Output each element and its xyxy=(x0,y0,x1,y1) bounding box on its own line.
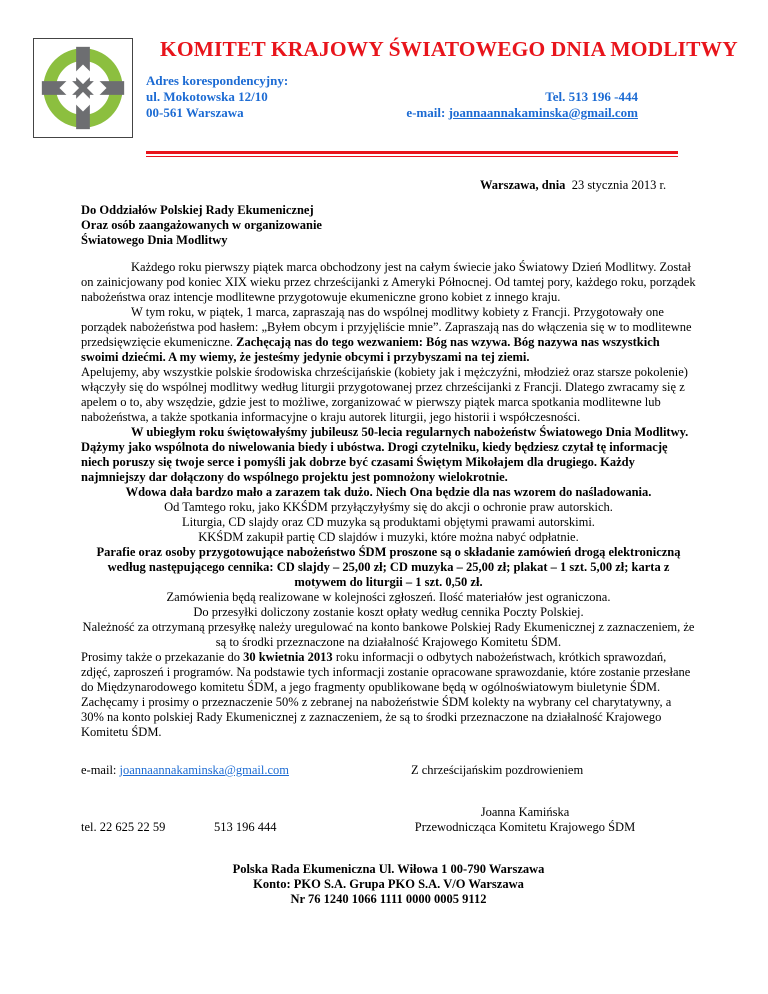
recipient-line: Światowego Dnia Modlitwy xyxy=(81,233,228,247)
header-contact xyxy=(406,89,638,121)
footer xyxy=(81,862,696,907)
paragraph: Liturgia, CD slajdy oraz CD muzyka są produktami objętymi prawami autorskimi. xyxy=(182,515,595,529)
paragraph: Prosimy także o przekazanie do 30 kwietnia 2013 roku informacji o odbytych nabożeństwach, krótkich sprawozdań, zdjęć, zaproszeń i programów. Na podstawie tych informacji zostanie opracowane sprawozdanie, które zostanie przesłane do Międzynarodowego komitetu ŚDM, a jego fragmenty opublikowane będą w ogólnoświatowym biuletynie ŚDM. xyxy=(81,650,691,694)
page-title: KOMITET KRAJOWY ŚWIATOWEGO DNIA MODLITWY xyxy=(160,37,738,61)
signature-phone: tel. 22 625 22 59 xyxy=(81,820,166,834)
paragraph: Zachęcamy i prosimy o przeznaczenie 50% z zebranej na nabożeństwie ŚDM kolekty na wybrany cel charytatywny, a 30% na konto polskiej Rady Ekumenicznej z zaznaczeniem, że są to środki przeznaczone na działalność Krajowego Komitetu ŚDM. xyxy=(81,695,672,739)
signature-mobile: 513 196 444 xyxy=(214,820,277,834)
signature-email-link[interactable]: joannaannakaminska@gmail.com xyxy=(119,763,289,777)
footer-line: Polska Rada Ekumeniczna Ul. Wiłowa 1 00-790 Warszawa xyxy=(232,862,545,876)
header-divider xyxy=(146,151,678,154)
address-line: ul. Mokotowska 12/10 xyxy=(146,89,268,104)
recipient-line: Do Oddziałów Polskiej Rady Ekumenicznej xyxy=(81,203,314,217)
footer-line: Konto: PKO S.A. Grupa PKO S.A. V/O Warszawa xyxy=(253,877,524,891)
paragraph: Należność za otrzymaną przesyłkę należy uregulować na konto bankowe Polskiej Rady Ekumenicznej z zaznaczeniem, że są to środki przeznaczone na działalność Krajowego Komitetu ŚDM. xyxy=(82,620,695,649)
paragraph: W tym roku, w piątek, 1 marca, zapraszają nas do wspólnej modlitwy kobiety z Francji. Przygotowały one porządek nabożeństwa pod hasłem: „Byłem obcym i przyjęliście mnie”. Zapraszają nas do włączenia się w to modlitewne przedsięwzięcie ekumeniczne. Zachęcają nas do tego wezwaniem: Bóg nas wzywa. Bóg nazywa nas wszystkich swoimi dziećmi. A my wiemy, że jesteśmy jedynie obcymi i przybyszami na tej ziemi. xyxy=(81,305,692,364)
paragraph: Do przesyłki doliczony zostanie koszt opłaty według cennika Poczty Polskiej. xyxy=(193,605,584,619)
paragraph: Wdowa dała bardzo mało a zarazem tak dużo. Niech Ona będzie dla nas wzorem do naśladowania. xyxy=(125,485,652,499)
address-line: 00-561 Warszawa xyxy=(146,105,244,120)
paragraph: KKŚDM zakupił partię CD slajdów i muzyki, które można nabyć odpłatnie. xyxy=(198,530,579,544)
paragraph: Każdego roku pierwszy piątek marca obchodzony jest na całym świecie jako Światowy Dzień Modlitwy. Został on zainicjowany pod koniec XIX wieku przez chrześcijanki z Ameryki Północnej. Od tamtej pory, każdego roku, porządek nabożeństwa oraz intencje modlitewne przygotowuje ekumeniczne grono kobiet z innego kraju. xyxy=(81,260,696,304)
header-email-link[interactable]: joannaannakaminska@gmail.com xyxy=(448,105,638,120)
header-divider-thin xyxy=(146,156,678,157)
correspondence-address xyxy=(146,73,288,121)
paragraph: Zamówienia będą realizowane w kolejności zgłoszeń. Ilość materiałów jest ograniczona. xyxy=(166,590,611,604)
signer-block xyxy=(411,805,639,835)
letter-date xyxy=(480,178,666,193)
header-email-label: e-mail: xyxy=(406,105,449,120)
cross-logo-icon xyxy=(34,39,132,137)
letter-body xyxy=(81,260,696,740)
signature-email xyxy=(81,763,289,778)
paragraph: Apelujemy, aby wszystkie polskie środowiska chrześcijańskie (kobiety jak i mężczyźni, młodzież oraz starsze pokolenie) włączyły się do wspólnej modlitwy według liturgii przygotowanej przez chrześcijanki z Francji. Dlatego zwracamy się z apelem o to, aby wszędzie, gdzie jest to możliwe, zorganizować w pierwszy piątek marca spotkania modlitewne lub nabożeństwa, a także spotkania informacyjne o kraju autorek liturgii, jego historii i współczesności. xyxy=(81,365,688,424)
footer-line: Nr 76 1240 1066 1111 0000 0005 9112 xyxy=(290,892,487,906)
logo xyxy=(33,38,133,138)
date-label: Warszawa, dnia xyxy=(480,178,566,192)
address-line: Adres korespondencyjny: xyxy=(146,73,289,88)
paragraph: Od Tamtego roku, jako KKŚDM przyłączyłyśmy się do akcji o ochronie praw autorskich. xyxy=(164,500,613,514)
signature-email-label: e-mail: xyxy=(81,763,120,777)
date-value: 23 stycznia 2013 r. xyxy=(571,178,667,192)
paragraph: W ubiegłym roku świętowałyśmy jubileusz 50-lecia regularnych nabożeństw Światowego Dnia Modlitwy. Dążymy jako wspólnota do niwelowania biedy i ubóstwa. Drogi czytelniku, kiedy będziesz czytał tę informację niech poruszy się twoje serce i pomyśli jak dobrze być czasami Świętym Mikołajem dla drugiego. Każdy najmniejszy dar dołączony do wspólnego projektu jest pomnożony wielokrotnie. xyxy=(81,425,689,484)
signer-name: Joanna Kamińska xyxy=(480,805,570,819)
recipient-line: Oraz osób zaangażowanych w organizowanie xyxy=(81,218,322,232)
bold-text: Zachęcają nas do tego wezwaniem: Bóg nas wzywa. Bóg nazywa nas wszystkich swoimi dziećmi. A my wiemy, że jesteśmy jedynie obcymi i przybyszami na tej ziemi. xyxy=(81,335,660,364)
header-phone: Tel. 513 196 -444 xyxy=(545,89,638,104)
recipient-block xyxy=(81,203,322,248)
greeting: Z chrześcijańskim pozdrowieniem xyxy=(411,763,584,777)
paragraph: Parafie oraz osoby przygotowujące nabożeństwo ŚDM proszone są o składanie zamówień drogą elektroniczną według następującego cennika: CD slajdy – 25,00 zł; CD muzyka – 25,00 zł; plakat – 1 szt. 5,00 zł; karta z motywem do liturgii – 1 szt. 0,50 zł. xyxy=(96,545,681,589)
signer-role: Przewodnicząca Komitetu Krajowego ŚDM xyxy=(414,820,636,834)
